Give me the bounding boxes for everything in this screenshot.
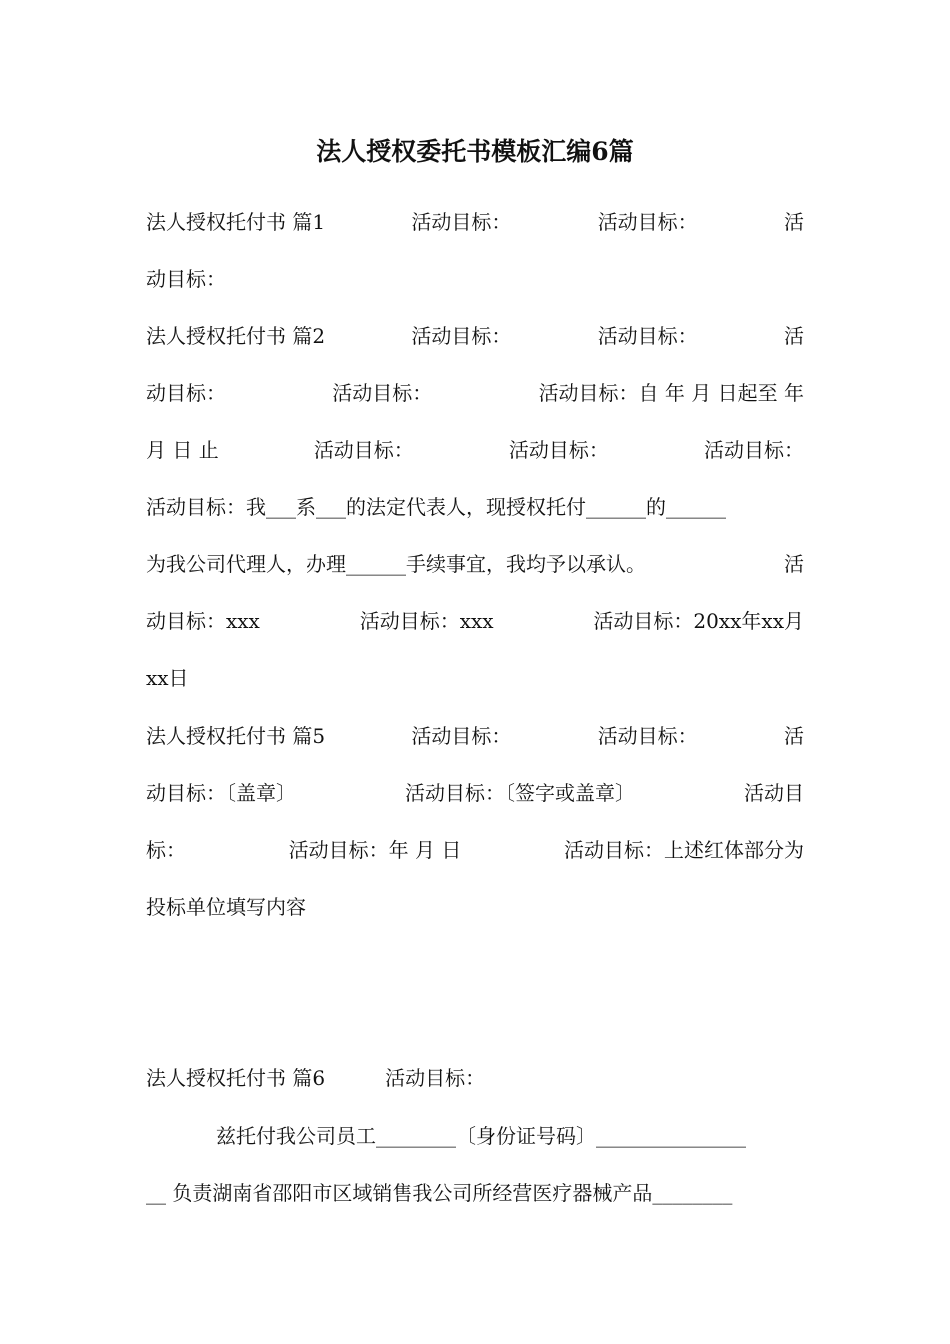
text-segment: 活动目标：年 月 日	[288, 838, 462, 862]
text-segment: 活动目标：	[508, 438, 609, 462]
text-segment: 活动目标：	[313, 438, 414, 462]
text-segment: 月 日 止	[146, 438, 219, 462]
text-segment: 法人授权托付书 篇6	[146, 1066, 326, 1090]
text-segment: 活	[783, 210, 804, 234]
text-segment: 活动目标：	[385, 1066, 486, 1090]
text-segment: 活动目标：自 年 月 日起至 年	[538, 381, 804, 405]
document-title: 法人授权委托书模板汇编6篇	[316, 137, 634, 166]
text-segment: 法人授权托付书 篇2	[146, 324, 326, 348]
text-line	[146, 487, 804, 527]
text-line	[146, 316, 804, 356]
text-segment: 动目标：	[146, 267, 226, 291]
text-line	[146, 373, 804, 413]
text-segment: 活动目标：	[597, 210, 698, 234]
text-segment: 活	[783, 724, 804, 748]
text-line	[146, 430, 804, 470]
text-segment: 活动目标：	[411, 210, 512, 234]
text-segment: 投标单位填写内容	[146, 895, 306, 919]
text-line	[146, 544, 804, 584]
text-segment: 活动目标：	[704, 438, 804, 462]
text-segment: 动目标：	[146, 381, 226, 405]
text-segment: 兹托付我公司员工________〔身份证号码〕_______________	[216, 1124, 746, 1148]
text-line	[146, 1116, 804, 1156]
text-line	[146, 716, 804, 756]
text-line	[146, 202, 804, 242]
text-line	[146, 658, 804, 698]
text-segment: 活动目标：	[597, 324, 698, 348]
text-segment: 法人授权托付书 篇5	[146, 724, 326, 748]
text-line	[146, 1173, 804, 1213]
text-line	[146, 1058, 804, 1098]
text-line	[146, 601, 804, 641]
text-segment: 活动目标：	[597, 724, 698, 748]
text-segment: xx日	[146, 666, 189, 690]
text-segment: 活动目标：	[411, 324, 512, 348]
text-segment: 为我公司代理人，办理______手续事宜，我均予以承认。	[146, 552, 646, 576]
text-segment: 活动目标：20xx年xx月	[593, 609, 804, 633]
text-segment: 活动目标：上述红体部分为	[564, 838, 804, 862]
text-line	[146, 887, 804, 927]
text-segment: 活动目标：〔签字或盖章〕	[405, 781, 635, 805]
text-line	[146, 259, 804, 299]
text-segment: 活	[784, 552, 804, 576]
text-segment: 活动目标：	[332, 381, 433, 405]
text-segment: 标：	[146, 838, 186, 862]
text-segment: 动目标：〔盖章〕	[146, 781, 296, 805]
text-segment: 活动目标：我___系___的法定代表人，现授权托付______的______	[146, 495, 726, 519]
text-segment: 活动目	[744, 781, 804, 805]
text-segment: 活动目标：xxx	[359, 609, 494, 633]
text-segment: 动目标：xxx	[146, 609, 260, 633]
text-segment: 法人授权托付书 篇1	[146, 210, 326, 234]
text-segment: __ 负责湖南省邵阳市区域销售我公司所经营医疗器械产品________	[146, 1181, 733, 1205]
text-line	[146, 773, 804, 813]
text-segment: 活	[783, 324, 804, 348]
text-line	[146, 830, 804, 870]
text-segment: 活动目标：	[411, 724, 512, 748]
